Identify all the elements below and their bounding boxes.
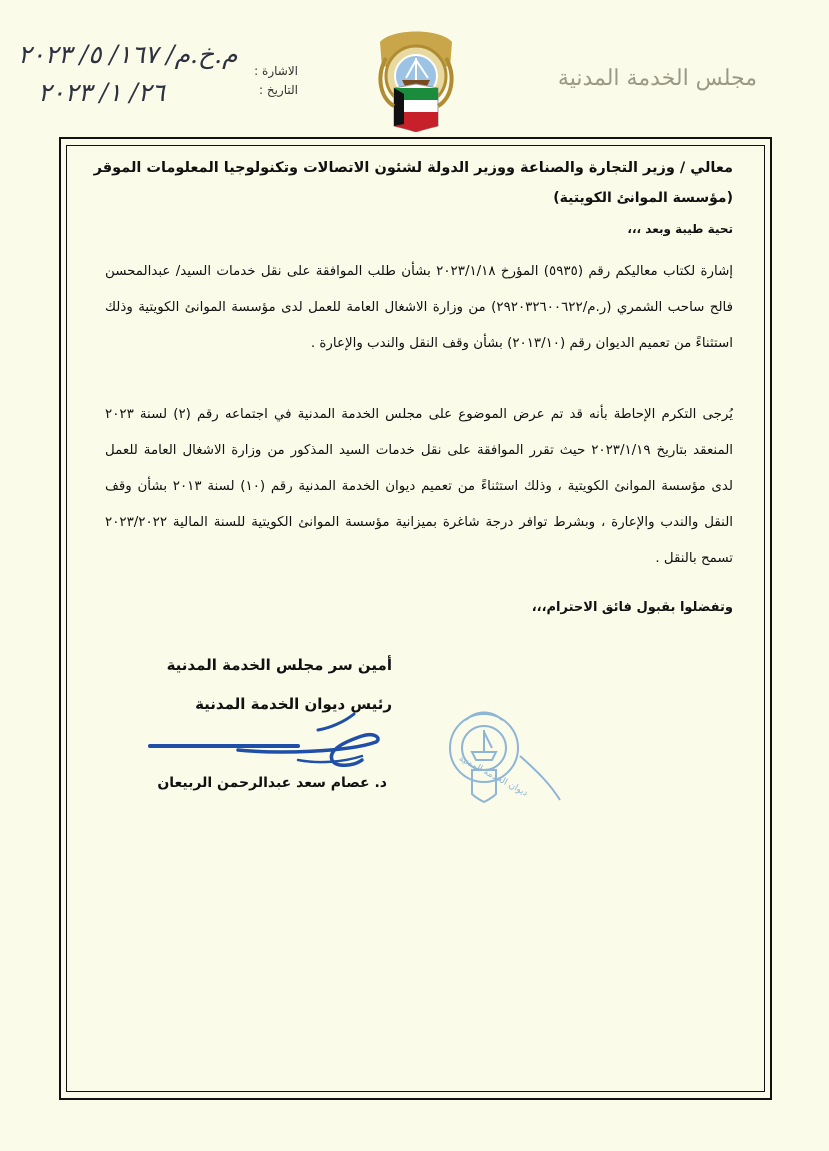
closing-line: وتفضلوا بقبول فائق الاحترام،،، bbox=[531, 600, 733, 615]
handwritten-signature-icon bbox=[148, 710, 388, 780]
kuwait-emblem-icon bbox=[372, 28, 460, 132]
date-value: ٢٦/ ١/ ٢٠٢٣ bbox=[38, 78, 165, 107]
date-label: التاريخ : bbox=[258, 83, 298, 97]
org-letterhead: مجلس الخدمة المدنية bbox=[557, 66, 757, 91]
recipient-organization: (مؤسسة الموانئ الكويتية) bbox=[553, 190, 733, 206]
signatory-title-1: أمين سر مجلس الخدمة المدنية bbox=[166, 656, 392, 674]
reference-value: م.خ.م/ ١٦٧/ ٥/ ٢٠٢٣ bbox=[18, 40, 238, 69]
greeting: تحية طيبة وبعد ،،، bbox=[627, 222, 733, 236]
reference-block bbox=[18, 40, 298, 116]
signatory-name: د. عصام سعد عبدالرحمن الربيعان bbox=[157, 775, 387, 791]
recipient-line: معالي / وزير التجارة والصناعة ووزير الدولة لشئون الاتصالات وتكنولوجيا المعلومات الموقر bbox=[93, 160, 733, 176]
body-paragraph-2: يُرجى التكرم الإحاطة بأنه قد تم عرض الموضوع على مجلس الخدمة المدنية في اجتماعه رقم (٢) لسنة ٢٠٢٣ المنعقد بتاريخ ٢٠٢٣/١/١٩ حيث تقرر الموافقة على نقل خدمات السيد المذكور من وزارة الاشغال العامة للعمل لدى مؤسسة الموانئ الكويتية ، وذلك استثناءً من تعميم ديوان الخدمة المدنية رقم (١٠) لسنة ٢٠١٣ بشأن وقف النقل والندب والإعارة ، وبشرط توافر درجة شاغرة بميزانية مؤسسة الموانئ الكويتية للسنة المالية ٢٠٢٣/٢٠٢٢ تسمح بالنقل . bbox=[105, 407, 734, 566]
body-paragraph-1: إشارة لكتاب معاليكم رقم (٥٩٣٥) المؤرخ ٢٠٢٣/١/١٨ بشأن طلب الموافقة على نقل خدمات السيد/ عبدالمحسن فالح ساحب الشمري (ر.م/٢٩٢٠٣٢٦٠٠٦٢٢) من وزارة الاشغال العامة للعمل لدى مؤسسة الموانئ الكويتية وذلك استثناءً من تعميم الديوان رقم (٢٠١٣/١٠) بشأن وقف النقل والندب والإعارة . bbox=[105, 264, 734, 351]
signatory-title-2: رئيس ديوان الخدمة المدنية bbox=[195, 695, 392, 713]
official-stamp-icon bbox=[442, 700, 572, 810]
reference-label: الاشارة : bbox=[254, 64, 298, 78]
svg-text:ديوان الخدمة المدنية: ديوان الخدمة المدنية bbox=[456, 753, 530, 799]
